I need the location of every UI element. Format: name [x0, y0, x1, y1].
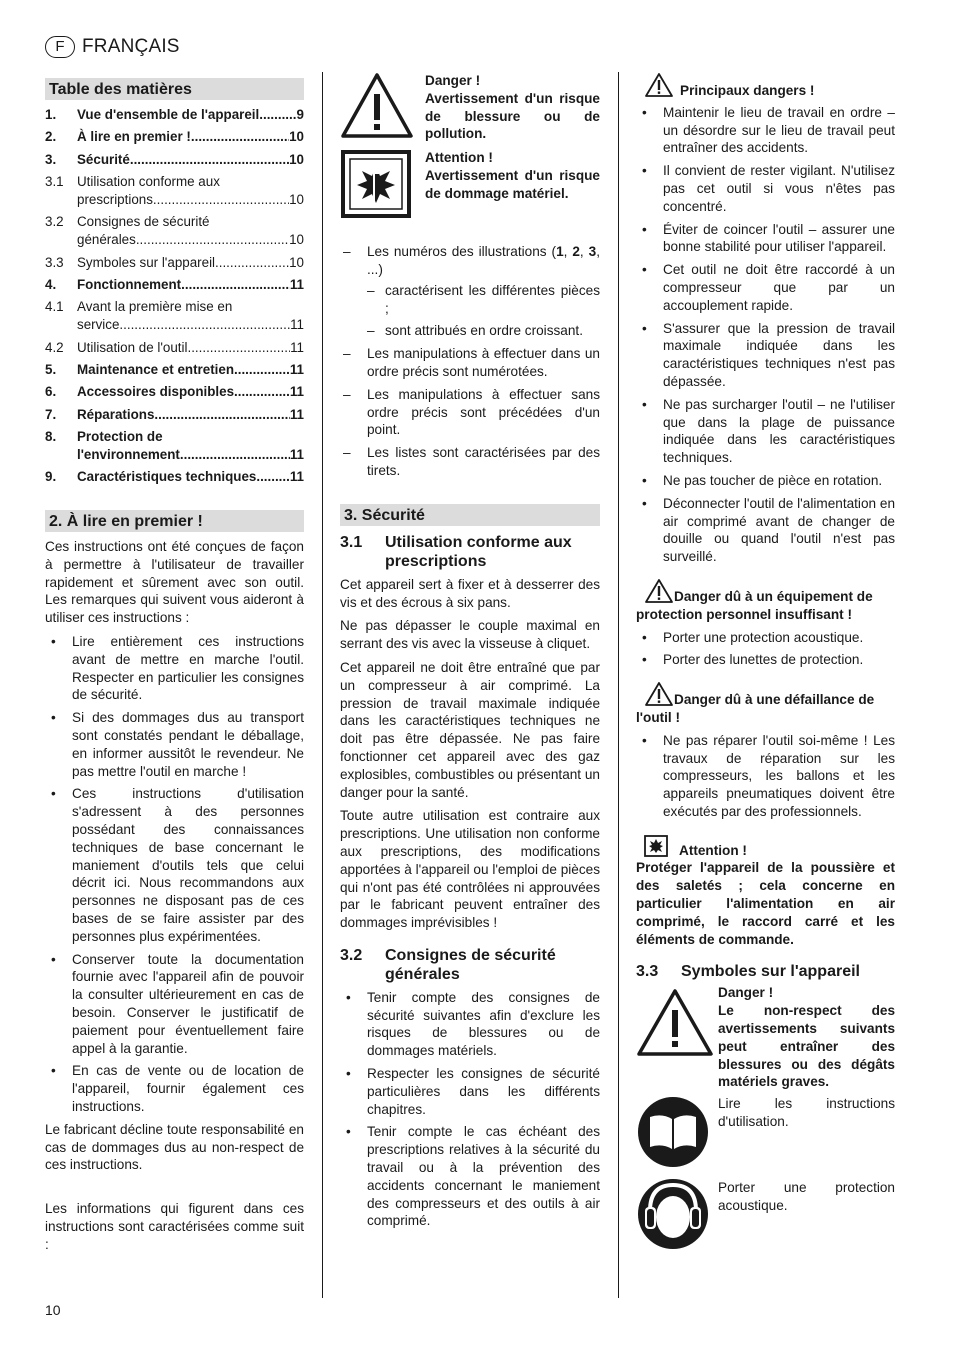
toc-entry-text: Sécurité [77, 151, 130, 167]
list-item: • Porter une protection acoustique. [636, 629, 895, 647]
list-item: • Éviter de coincer l'outil – assurer une bonne stabilité pour utiliser l'appareil. [636, 221, 895, 257]
toc-entry-number: 3. [45, 151, 57, 167]
failure-heading: Danger dû à une défaillance de l'outil ! [636, 681, 895, 727]
toc-entry [45, 406, 304, 424]
section-3-title: 3. Sécurité [340, 504, 600, 526]
paragraph: Ne pas dépasser le couple maximal en serrant des vis avec la visseuse à cliquet. [340, 618, 600, 652]
toc-entry [45, 468, 304, 486]
toc-entry-number: 1. [45, 107, 57, 122]
toc-entry [45, 276, 304, 294]
danger-title: Danger ! [425, 73, 481, 88]
toc-entry [45, 339, 304, 357]
toc-entry-number: 4.2 [45, 339, 64, 355]
toc-entry-text: Utilisation de l'outil [77, 339, 188, 355]
toc-entry-page: 10 [289, 129, 304, 145]
column-3 [636, 72, 895, 1253]
list-item: – Les manipulations à effectuer sans ordre précis sont précédées d'un point. [340, 386, 600, 439]
toc-entry [45, 383, 304, 401]
toc-leader-dots [259, 106, 296, 124]
language-badge: F [45, 36, 75, 58]
section-2-title: 2. À lire en premier ! [45, 510, 304, 532]
toc-entry-text: Maintenance et entretien [77, 361, 235, 377]
toc-leader-dots [234, 383, 290, 401]
column-2 [340, 72, 600, 1235]
toc-entry-number: 5. [45, 361, 57, 377]
symbol-ear-text: Porter une protection acoustique. [718, 1180, 895, 1214]
toc-entry-page: 9 [296, 107, 304, 122]
toc-entry-number: 9. [45, 469, 57, 485]
paragraph: Toute autre utilisation est contraire aux prescriptions. Une utilisation non conforme aux prescriptions, des modifications apportées à l'appareil ou l'emploi de pièces qui n'ont pas été contrôlées ni approuvées par le fabricant peuvent entraîner des dommages imprévisibles ! [340, 808, 600, 931]
toc-entry [45, 361, 304, 379]
toc-entry-text: prescriptions [77, 191, 153, 207]
toc-entry-text: Fonctionnement [77, 276, 182, 292]
column-divider [618, 72, 619, 1298]
material-damage-icon [644, 835, 668, 857]
column-divider [322, 72, 323, 1298]
toc-entry-number: 4.1 [45, 299, 64, 315]
list-item: • Déconnecter l'outil de l'alimentation en air comprimé avant de changer de douille ou quand l'outil n'est pas surveillé. [636, 495, 895, 566]
warning-triangle-icon [636, 578, 674, 604]
toc-entry-text: Symboles sur l'appareil [77, 254, 216, 270]
list-item: • En cas de vente ou de location de l'appareil, fournir également ces instructions. [45, 1062, 304, 1115]
list-item: – Les listes sont caractérisées par des tirets. [340, 444, 600, 480]
symbol-danger-text: Le non-respect des avertissements suivants peut entraîner des blessures ou des dégâts matériels graves. [718, 1003, 895, 1090]
warning-triangle-icon [636, 988, 714, 1058]
toc-leader-dots [187, 339, 290, 357]
list-item: • Tenir compte le cas échéant des prescriptions relatives à la sécurité du travail ou à la prévention des accidents concernant le maniement des compresseurs et des outils à air comprimé. [340, 1123, 600, 1230]
toc-entry-number: 3.1 [45, 174, 64, 190]
toc-leader-dots [153, 191, 289, 209]
toc-entry-page: 10 [289, 191, 304, 207]
toc-entry-text: Utilisation conforme aux [77, 174, 220, 190]
toc-entry-page: 10 [289, 232, 304, 248]
toc-entry-number: 7. [45, 406, 57, 422]
toc-entry-page: 10 [289, 254, 304, 270]
toc-entry [45, 151, 304, 169]
toc-leader-dots [181, 276, 290, 294]
toc-leader-dots [234, 361, 290, 379]
attention-title: Attention ! [425, 150, 493, 166]
toc-entry-text: service [77, 317, 120, 333]
toc-entry-number: 3.3 [45, 254, 64, 270]
toc-entry-page: 11 [289, 361, 304, 377]
toc-entry-text: À lire en premier ! [77, 129, 191, 145]
section-3-1-title: 3.1 Utilisation conforme aux prescriptions [340, 533, 572, 570]
toc-entry-number: 6. [45, 384, 57, 400]
paragraph: Cet appareil sert à fixer et à desserrer des vis et des écrous à six pans. [340, 576, 600, 610]
list-item: – Les numéros des illustrations (1, 2, 3, ...) – caractérisent les différentes pièces ; – sont attribués en ordre croissant. [340, 243, 600, 340]
toc-entry-number: 3.2 [45, 214, 64, 230]
info-intro: Les informations qui figurent dans ces instructions sont caractérisées comme suit : [45, 1201, 304, 1252]
toc-entry-page: 11 [289, 384, 304, 400]
toc-entry-page: 11 [290, 317, 304, 333]
toc-entry-text: l'environnement [77, 446, 180, 462]
warning-triangle-icon [636, 681, 674, 707]
toc-entry-page: 11 [290, 339, 304, 355]
warning-triangle-icon [340, 72, 414, 140]
toc-entry-number: 2. [45, 129, 57, 145]
list-item: • Ne pas toucher de pièce en rotation. [636, 472, 895, 490]
ppe-list [636, 629, 895, 670]
toc-entry [45, 128, 304, 146]
toc-entry-number: 4. [45, 276, 57, 292]
toc-entry-page: 11 [289, 406, 304, 422]
list-item: • Conserver toute la documentation fournie avec l'appareil afin de pouvoir la consulter ultérieurement en cas de besoin. Conserver le justificatif de paiement pour éventuellement faire appel à la garantie. [45, 951, 304, 1058]
toc-entry-page: 11 [289, 276, 304, 292]
material-damage-icon [340, 149, 414, 219]
toc-entry-text: Accessoires disponibles [77, 384, 235, 400]
list-item: – Les manipulations à effectuer dans un ordre précis sont numérotées. [340, 345, 600, 381]
main-dangers-heading: Principaux dangers ! [636, 72, 895, 100]
read-manual-icon [636, 1095, 714, 1171]
ppe-heading: Danger dû à un équipement de protection personnel insuffisant ! [636, 578, 895, 624]
failure-list [636, 732, 895, 821]
toc-title: Table des matières [45, 78, 304, 100]
toc-leader-dots [180, 446, 290, 464]
toc-entry [45, 254, 304, 272]
warning-triangle-icon [644, 72, 674, 98]
toc-entry-page: 11 [289, 446, 304, 462]
toc-entry-text: Protection de [77, 429, 163, 445]
toc-leader-dots [154, 406, 289, 424]
toc-leader-dots [119, 316, 290, 334]
toc-entry-text: Réparations [77, 406, 155, 422]
ear-protection-icon [636, 1177, 714, 1253]
toc-entry-page: 10 [289, 151, 304, 167]
list-item: • Si des dommages dus au transport sont constatés pendant le déballage, en informer aussitôt le revendeur. Ne pas mettre l'outil en marche ! [45, 709, 304, 780]
toc-entry [45, 213, 304, 249]
toc-entry [45, 106, 304, 124]
table-of-contents [45, 106, 304, 486]
disclaimer: Le fabricant décline toute responsabilité en cas de dommages dus au non-respect de ces instructions. [45, 1121, 304, 1173]
toc-leader-dots [256, 468, 289, 486]
section-2-bullets [45, 633, 304, 1116]
toc-entry-text: générales [77, 232, 136, 248]
toc-leader-dots [215, 254, 289, 272]
attention-heading: Attention ! [636, 835, 895, 860]
attention-text: Avertissement d'un risque de dommage matériel. [425, 167, 600, 201]
paragraph: Cet appareil ne doit être entraîné que par un compresseur à air comprimé. La pression de travail maximale indiquée dans les caractéristiques techniques ne doit pas être dépassée. Ne pas faire fonctionner cet appareil avec des gaz explosibles, combustibles ou présentant un danger pour la santé. [340, 659, 600, 800]
section-3-2-title: 3.2 Consignes de sécurité générales [340, 946, 556, 983]
toc-entry [45, 173, 304, 209]
safety-bullets [340, 989, 600, 1230]
list-item: • Ne pas surcharger l'outil – ne l'utiliser que dans la plage de puissance indiquée dans les caractéristiques techniques. [636, 396, 895, 467]
toc-leader-dots [136, 231, 289, 249]
toc-leader-dots [191, 128, 289, 146]
main-dangers-list [636, 104, 895, 566]
toc-entry-text: Avant la première mise en [77, 299, 233, 315]
section-2-intro: Ces instructions ont été conçues de façon à permettre à l'utilisateur de travailler rapidement et sûrement avec son outil. Les remarques qui suivent vous aideront à utiliser ces instructions : [45, 539, 304, 626]
list-item: • Maintenir le lieu de travail en ordre – un désordre sur le lieu de travail peut entraîner des accidents. [636, 104, 895, 157]
language-name: FRANÇAIS [82, 36, 180, 58]
toc-entry-number: 8. [45, 429, 57, 445]
symbol-read-text: Lire les instructions d'utilisation. [718, 1096, 895, 1130]
toc-entry [45, 428, 304, 464]
toc-leader-dots [130, 151, 289, 169]
attention-text: Protéger l'appareil de la poussière et des saletés ; cela concerne en particulier l'alimentation en air comprimé, le raccord carré et les éléments de commande. [636, 860, 895, 947]
list-item: • Ne pas réparer l'outil soi-même ! Les travaux de réparation sur les compresseurs, les ballons et les appareils pneumatiques doivent être exécutés par des professionnels. [636, 732, 895, 821]
section-3-3-title: 3.3 Symboles sur l'appareil [636, 963, 860, 981]
list-item: • Il convient de rester vigilant. N'utilisez pas cet outil si vous n'êtes pas concentré. [636, 162, 895, 215]
list-item: • Respecter les consignes de sécurité particulières dans les différents chapitres. [340, 1065, 600, 1118]
column-1 [45, 72, 304, 1260]
language-header [45, 36, 180, 58]
toc-entry-page: 11 [289, 469, 304, 485]
toc-entry-text: Consignes de sécurité [77, 214, 210, 230]
list-item: • Porter des lunettes de protection. [636, 651, 895, 669]
sub-list-item: – caractérisent les différentes pièces ; [367, 282, 600, 318]
list-item: • Lire entièrement ces instructions avant de mettre en marche l'outil. Respecter en particulier les consignes de sécurité. [45, 633, 304, 704]
symbol-danger-title: Danger ! [718, 985, 774, 1001]
page-number: 10 [45, 1302, 61, 1318]
convention-list [340, 243, 600, 480]
list-item: • Tenir compte des consignes de sécurité suivantes afin d'exclure les risques de blessures ou de dommages matériels. [340, 989, 600, 1060]
toc-entry-text: Caractéristiques techniques [77, 469, 257, 485]
list-item: • S'assurer que la pression de travail maximale indiquée dans les caractéristiques techniques n'est pas dépassée. [636, 320, 895, 391]
danger-text: Avertissement d'un risque de blessure ou de pollution. [425, 90, 600, 142]
list-item: • Ces instructions d'utilisation s'adressent à des personnes possédant des connaissances techniques de base concernant le maniement d'outils tels que celui décrit ici. Nous recommandons aux personnes ne disposant pas de ces bases de se faire assister par des personnes plus expérimentées. [45, 785, 304, 945]
toc-entry [45, 298, 304, 334]
toc-entry-text: Vue d'ensemble de l'appareil [77, 107, 260, 122]
list-item: • Cet outil ne doit être raccordé à un compresseur que par un accouplement rapide. [636, 261, 895, 314]
sub-list-item: – sont attribués en ordre croissant. [367, 322, 600, 340]
